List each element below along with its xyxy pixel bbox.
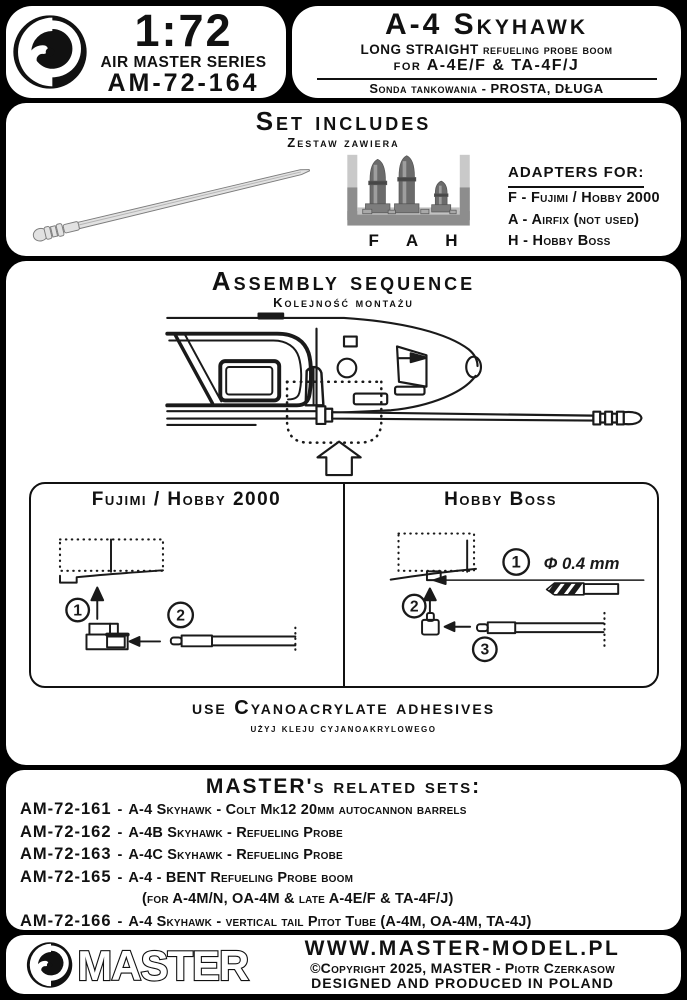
- section-heading-polish: Zestaw zawiera: [287, 135, 400, 151]
- step-number: 1: [511, 552, 521, 572]
- label-h: H: [445, 231, 458, 251]
- assembly-heading-polish: Kolejność montażu: [273, 295, 414, 311]
- title-divider: [317, 78, 657, 80]
- step-number: 2: [175, 607, 185, 625]
- scale-label: 1:72: [134, 6, 233, 56]
- label-a: A: [405, 231, 419, 251]
- step-number: 3: [479, 641, 489, 659]
- assembly-panels: [29, 482, 659, 688]
- copyright-line: ©Copyright 2025, MASTER - Piotr Czerkasow: [310, 959, 615, 976]
- brand-text: [89, 8, 278, 97]
- list-item: [20, 799, 667, 822]
- adapters-figure: [334, 153, 492, 251]
- hobbyboss-assembly-diagram: [351, 511, 651, 663]
- set-description: A-4 Skyhawk - Colt Mk12 20mm autocannon barrels: [128, 802, 467, 819]
- set-description: A-4C Skyhawk - Refueling Probe: [128, 847, 343, 864]
- set-description: A-4 Skyhawk - vertical tail Pitot Tube (A-4M, OA-4M, TA-4J): [128, 913, 532, 930]
- footer-text: [254, 937, 671, 992]
- related-sets-section: [6, 770, 681, 930]
- drill-diameter-label: Φ 0.4 mm: [543, 554, 619, 574]
- panel-hobbyboss: [343, 484, 657, 686]
- title-panel: [292, 6, 681, 98]
- set-code: AM-72-163: [20, 845, 112, 864]
- separator: -: [117, 847, 123, 864]
- adapter-line-airfix: A - Airfix (not used): [508, 211, 640, 228]
- arrow-up-icon: [317, 442, 360, 475]
- separator: -: [117, 824, 123, 841]
- panel-fujimi: [31, 484, 343, 686]
- adapter-line-hobbyboss: H - Hobby Boss: [508, 233, 611, 250]
- step-number: 1: [72, 602, 82, 620]
- adhesive-note: use Cyanoacrylate adhesives: [191, 697, 496, 720]
- product-code: AM-72-164: [107, 69, 260, 98]
- master-wordmark-logo: [16, 939, 254, 991]
- section-heading: Set includes: [255, 106, 432, 136]
- website-url: WWW.MASTER-MODEL.PL: [304, 937, 621, 961]
- refueling-probe-image: [16, 153, 334, 249]
- adapters-title: ADAPTERS FOR:: [508, 162, 644, 188]
- brand-wordmark: MASTER: [77, 941, 249, 989]
- master-logo-icon: [27, 942, 72, 987]
- set-description: A-4 - BENT Refueling Probe boom: [128, 869, 354, 886]
- series-label: AIR MASTER SERIES: [100, 53, 267, 71]
- subtitle-line2: for A-4E/F & TA-4F/J: [393, 56, 580, 74]
- master-logo-icon: [11, 13, 89, 91]
- adapters-legend: [492, 161, 671, 253]
- header: [6, 6, 681, 98]
- separator: -: [117, 913, 123, 930]
- set-description: (for A-4M/N, OA-4M & late A-4E/F & TA-4F/J): [142, 891, 454, 908]
- panel-fujimi-title: Fujimi / Hobby 2000: [91, 489, 282, 511]
- origin-line: DESIGNED AND PRODUCED IN POLAND: [311, 975, 614, 992]
- list-item-continuation: [20, 889, 667, 911]
- subtitle-polish: Sonda tankowania - PROSTA, DŁUGA: [369, 80, 604, 96]
- label-f: F: [368, 231, 379, 251]
- brand-panel: [6, 6, 286, 98]
- drill-bit-icon: [546, 583, 618, 595]
- set-code: AM-72-162: [20, 822, 112, 841]
- set-includes-content: [16, 153, 671, 253]
- separator: -: [117, 802, 123, 819]
- set-code: AM-72-165: [20, 867, 112, 886]
- step-number: 2: [409, 598, 419, 616]
- list-item: [20, 911, 667, 930]
- set-description: A-4B Skyhawk - Refueling Probe: [128, 824, 343, 841]
- list-item: [20, 822, 667, 845]
- set-code: AM-72-161: [20, 800, 112, 819]
- casting-block-labels: [334, 231, 492, 251]
- list-item: [20, 844, 667, 867]
- assembly-section: [6, 261, 681, 765]
- footer: [6, 935, 681, 994]
- fujimi-assembly-diagram: [37, 511, 337, 663]
- adapters-photo: [334, 153, 484, 231]
- adapter-line-fujimi: F - Fujimi / Hobby 2000: [508, 189, 660, 206]
- separator: -: [117, 869, 123, 886]
- set-includes-section: [6, 103, 681, 256]
- set-code: AM-72-166: [20, 911, 112, 930]
- panel-hobbyboss-title: Hobby Boss: [444, 489, 557, 511]
- aircraft-nose-drawing: [20, 310, 668, 482]
- list-item: [20, 867, 667, 890]
- assembly-heading: Assembly sequence: [211, 266, 476, 296]
- adhesive-note-polish: użyj kleju cyjanoakrylowego: [250, 721, 437, 736]
- related-sets-heading: MASTER's related sets:: [205, 775, 482, 798]
- page-title: A-4 Skyhawk: [384, 7, 588, 41]
- subtitle-line1: LONG STRAIGHT refueling probe boom: [360, 41, 613, 57]
